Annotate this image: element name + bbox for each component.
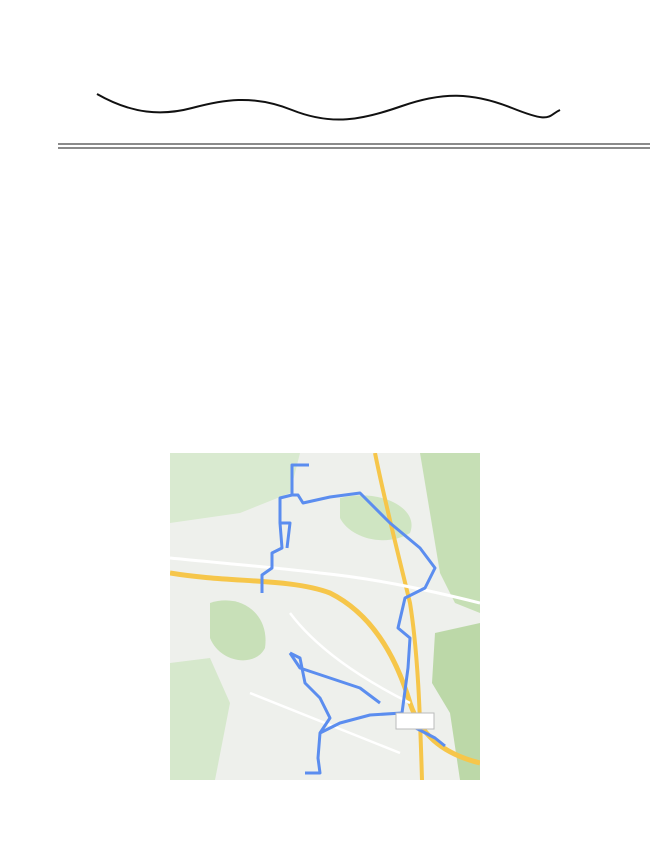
travel-time-badge [396,713,434,729]
route-map[interactable] [170,453,480,780]
snowflake-border-right [620,0,650,841]
christmas-lights-icon [92,86,562,136]
divider [58,147,650,149]
snowflake-border-bottom [0,807,650,841]
snowflake-border-top [0,0,650,34]
divider [58,143,650,145]
snowflake-border-left [0,0,30,841]
